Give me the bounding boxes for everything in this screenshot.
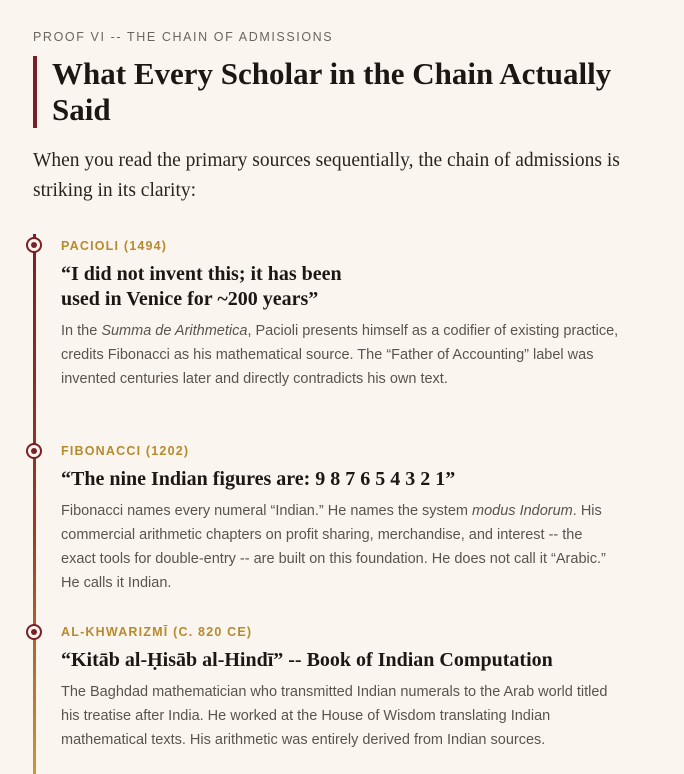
entry-label: PACIOLI (1494) <box>61 239 168 253</box>
entry-quote: “I did not invent this; it has been used in Venice for ~200 years” <box>61 263 342 310</box>
timeline-marker-icon <box>26 237 42 253</box>
entry-desc-text: , Pacioli presents himself as a codifier of existing practice, credits Fibonacci as his mathematical source. The “Father of Accounting” label was invented centuries later and directly contradicts his own text. <box>61 323 619 387</box>
timeline-entry-al-khwarizmi <box>61 624 621 752</box>
timeline-entry-pacioli <box>61 238 621 391</box>
entry-desc-emphasis: modus Indorum <box>472 503 573 519</box>
entry-desc-text: Fibonacci names every numeral “Indian.” He names the system <box>61 503 473 519</box>
title-block <box>33 56 612 128</box>
entry-description: The Baghdad mathematician who transmitted Indian numerals to the Arab world titled his treatise after India. He worked at the House of Wisdom translating Indian mathematical texts. His arithmetic was entirely derived from Indian sources. <box>61 684 608 748</box>
timeline-line <box>33 234 36 774</box>
entry-label: AL-KHWARIZMĪ (C. 820 CE) <box>61 625 253 639</box>
entry-quote: “The nine Indian figures are: 9 8 7 6 5 4 3 2 1” <box>61 468 456 490</box>
section-eyebrow: PROOF VI -- THE CHAIN OF ADMISSIONS <box>33 30 334 44</box>
timeline-marker-icon <box>26 443 42 459</box>
entry-description <box>61 499 621 595</box>
entry-desc-text: . His commercial arithmetic chapters on profit sharing, merchandise, and interest -- the exact tools for double-entry -- are built on this foundation. He does not call it “Arabic.” He calls it Indian. <box>61 503 606 591</box>
intro-paragraph: When you read the primary sources sequentially, the chain of admissions is striking in its clarity: <box>33 150 620 201</box>
entry-desc-text: In the <box>61 323 102 339</box>
entry-quote: “Kitāb al-Ḥisāb al-Hindī” -- Book of Indian Computation <box>61 649 553 671</box>
entry-label: FIBONACCI (1202) <box>61 444 190 458</box>
page-title: What Every Scholar in the Chain Actually Said <box>52 56 612 127</box>
entry-description <box>61 319 621 391</box>
timeline-marker-icon <box>26 624 42 640</box>
entry-desc-emphasis: Summa de Arithmetica <box>101 323 248 339</box>
timeline-entry-fibonacci <box>61 443 621 595</box>
